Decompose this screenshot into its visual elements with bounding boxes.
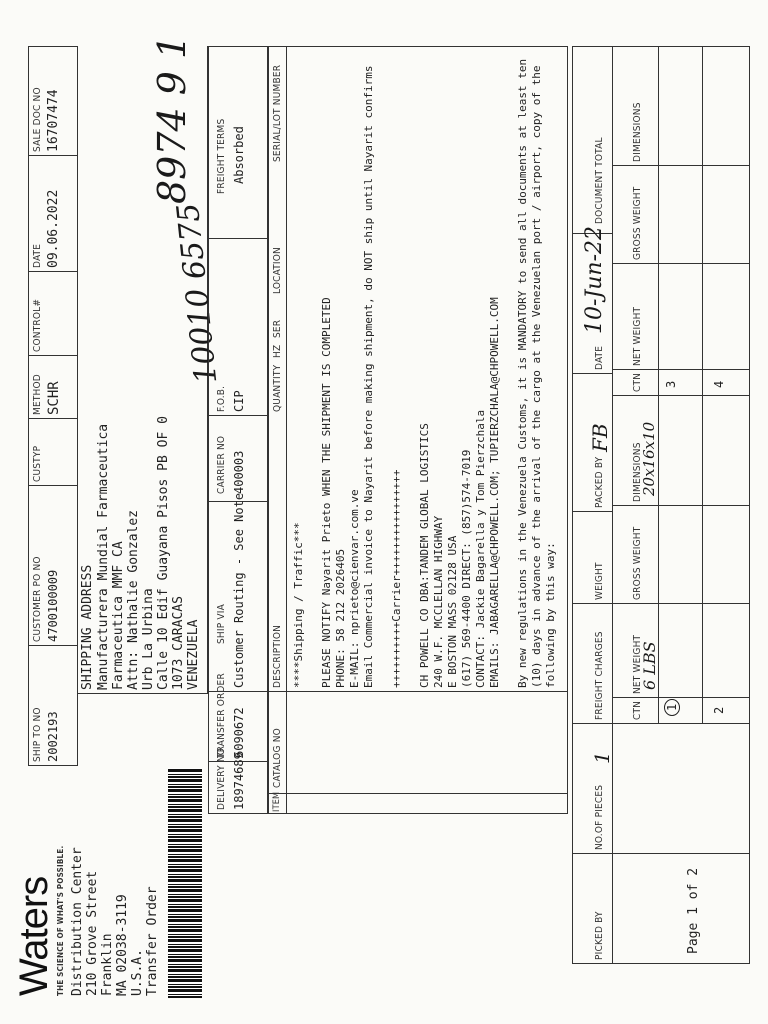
ship-to-no-label: SHIP TO NO: [32, 707, 43, 762]
fob-value: CIP: [232, 390, 246, 412]
ctn-number-1: 1: [664, 699, 680, 716]
fob-label: F.O.B.: [216, 385, 227, 412]
method-label: METHOD: [32, 374, 43, 415]
transfer-order-value: 6090672: [232, 707, 246, 758]
gross-weight-label-1: GROSS WEIGHT: [632, 526, 643, 600]
shipping-address-line: Urb La Urbina: [141, 588, 156, 690]
col-quantity: QUANTITY: [272, 364, 283, 412]
company-address-line: U.S.A.: [130, 949, 145, 996]
method-value: SCHR: [46, 381, 62, 415]
ship-via-value: Customer Routing - See Note: [232, 492, 246, 688]
description-line: PHONE: 58 212 2026405: [334, 548, 347, 688]
description-line: CONTACT: Jackie Bagarella y Tom Pierzchala: [474, 409, 487, 688]
shipping-address-line: Manufacturera Mundial Farmaceutica: [96, 423, 111, 690]
date-value: 09.06.2022: [46, 189, 61, 268]
description-line: CH POWELL CO DBA:TANDEM GLOBAL LOGISTICS: [418, 423, 431, 688]
shipping-address-line: VENEZUELA: [186, 619, 201, 690]
dimensions-label-2: DIMENSIONS: [632, 102, 643, 162]
description-line: ++++++++++Carrier++++++++++++++++: [390, 469, 403, 688]
date-label: DATE: [32, 243, 43, 268]
company-address-line: Distribution Center: [70, 847, 85, 996]
description-line: (10) days in advance of the arrival of the cargo at the Venezuelan port / airport, copy of the: [530, 65, 543, 688]
description-line: 240 W.F. MCCLELLAN HIGHWAY: [432, 515, 445, 688]
shipping-address-line: 1073 CARACAS: [171, 596, 186, 690]
ctn-number-3: 3: [664, 380, 678, 388]
carrier-no-label: CARRIER NO: [216, 435, 227, 494]
handwritten-date: 10-Jun-22: [582, 225, 607, 334]
col-catalog-no: CATALOG NO: [272, 728, 283, 788]
description-line: EMAILS: JABAGARELLA@CHPOWELL.COM; TUPIERZCHALA@CHPOWELL.COM: [488, 297, 501, 688]
handwritten-pieces: 1: [590, 751, 614, 764]
description-line: By new regulations in the Venezuela Customs, it is MANDATORY to send all documents at least ten: [516, 58, 529, 688]
freight-terms-label: FREIGHT TERMS: [216, 118, 227, 194]
freight-charges-label: FREIGHT CHARGES: [594, 631, 605, 720]
shipping-address-line: Attn: Nathalie Gonzalez: [126, 509, 141, 690]
date-footer-label: DATE: [594, 345, 605, 370]
control-label: CONTROL#: [32, 298, 43, 352]
col-location: LOCATION: [272, 247, 283, 294]
ctn-number-4: 4: [712, 380, 726, 388]
packed-by-label: PACKED BY: [594, 456, 605, 508]
net-weight-label-2: NET WEIGHT: [632, 306, 643, 366]
ctn-number-2: 2: [712, 706, 726, 714]
company-address-line: Transfer Order: [145, 886, 160, 996]
customer-po-value: 4700100009: [46, 569, 60, 642]
picked-by-label: PICKED BY: [594, 911, 605, 960]
gross-weight-label-2: GROSS WEIGHT: [632, 186, 643, 260]
ctn-label-1: CTN: [632, 700, 643, 720]
ship-via-label: SHIP VIA: [216, 604, 227, 644]
description-line: PLEASE NOTIFY Nayarit Prieto WHEN THE SHIPMENT IS COMPLETED: [320, 297, 333, 688]
company-address-line: 210 Grove Street: [85, 870, 100, 996]
carrier-no-value: 400003: [232, 450, 246, 494]
company-address-line: Franklin: [100, 933, 115, 996]
handwritten-top-number: 8974 9 1: [150, 34, 194, 204]
description-line: ****Shipping / Traffic***: [292, 522, 305, 688]
description-line: E BOSTON MASS 02128 USA: [446, 535, 459, 688]
custyp-label: CUSTYP: [32, 445, 43, 482]
waters-logo: Waters: [12, 876, 56, 996]
net-weight-label-1: NET WEIGHT: [632, 634, 643, 694]
freight-terms-value: Absorbed: [232, 126, 246, 184]
transfer-order-label: TRANSFER ORDER: [216, 673, 227, 758]
page-indicator: Page 1 of 2: [686, 867, 701, 954]
handwritten-net-weight: 6 LBS: [640, 641, 659, 690]
description-line: (617) 569-4400 DIRECT: (857)574-7019: [460, 449, 473, 688]
col-serial-lot: SERIAL/LOT NUMBER: [272, 64, 283, 162]
barcode: [168, 768, 202, 998]
handwritten-dimensions: 20x16x10: [640, 421, 658, 496]
no-of-pieces-label: NO.OF PIECES: [594, 784, 605, 850]
dimensions-label-1: DIMENSIONS: [632, 442, 643, 502]
ship-to-no-value: 2002193: [46, 711, 60, 762]
sale-doc-label: SALE DOC NO: [32, 87, 43, 152]
col-description: DESCRIPTION: [272, 624, 283, 688]
handwritten-control-number: 10010 6575: [170, 201, 225, 386]
weight-label: WEIGHT: [594, 562, 605, 600]
sale-doc-value: 16707474: [46, 89, 61, 152]
company-address-line: MA 02038-3119: [115, 894, 130, 996]
delivery-no-value: 18974689: [232, 752, 246, 810]
delivery-no-label: DELIVERY NO: [216, 747, 227, 810]
customer-po-label: CUSTOMER PO NO: [32, 556, 43, 642]
col-ser: SER: [272, 319, 283, 338]
ctn-label-2: CTN: [632, 372, 643, 392]
shipping-address-line: Farmaceutica MMF CA: [111, 541, 126, 690]
col-item: ITEM: [272, 791, 282, 812]
company-tagline: THE SCIENCE OF WHAT'S POSSIBLE.: [56, 845, 65, 996]
description-line: Email Commercial invoice to Nayarit before making shipment, do NOT ship until Nayarit confirms: [362, 65, 375, 688]
handwritten-packed-by: FB: [588, 423, 612, 452]
document-total-label: DOCUMENT TOTAL: [594, 137, 605, 224]
description-line: E-MAIL: nprieto@cienvar.com.ve: [348, 489, 361, 688]
shipping-address-title: SHIPPING ADDRESS: [80, 564, 95, 690]
description-line: following by this way:: [544, 542, 557, 688]
col-hz: HZ: [272, 344, 283, 358]
shipping-address-line: Calle 10 Edif Guayana Pisos PB OF 0: [156, 416, 171, 690]
